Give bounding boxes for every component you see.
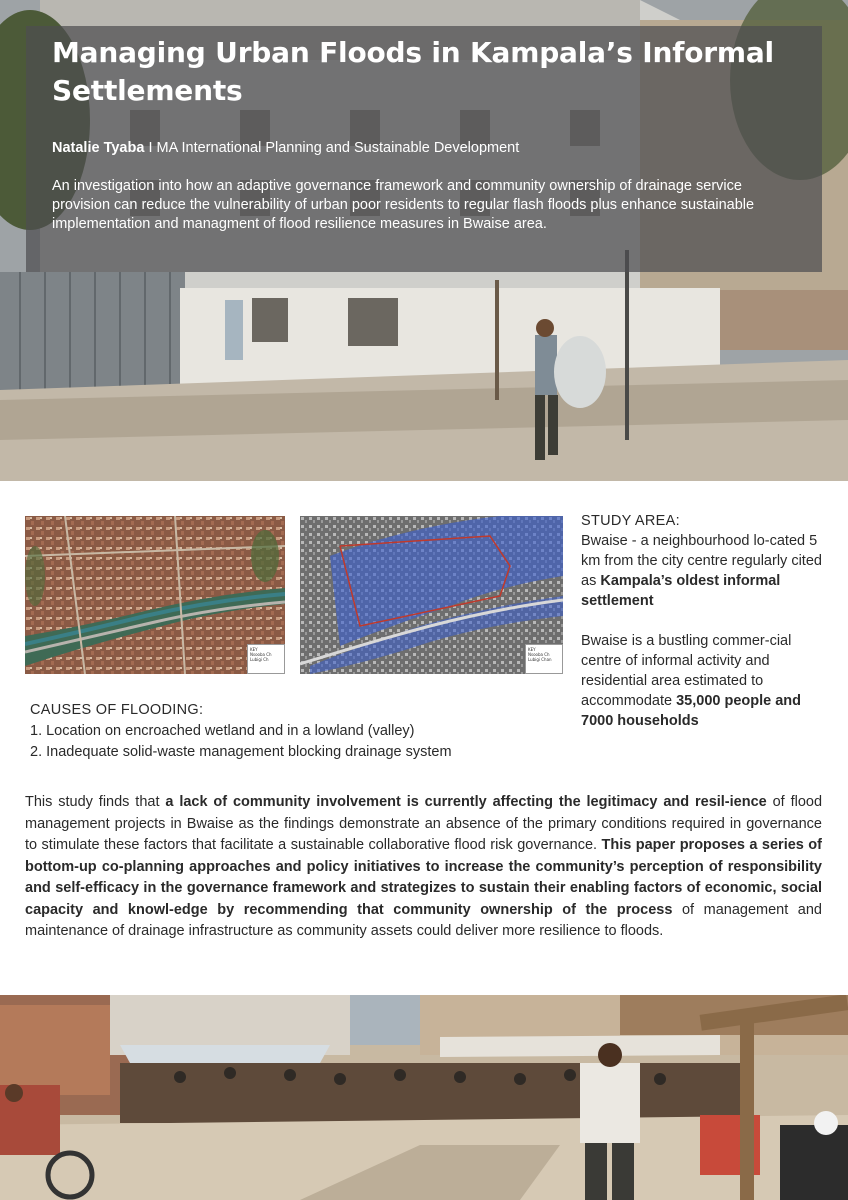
market-photo (0, 995, 848, 1200)
findings-text: of flood management projects in Bwaise as the findings demonstrate an absence of the primary conditions required in governance to stimulate these factors that facilitate a sustainable collaborative flood risk governance. (25, 794, 823, 853)
program-name: MA International Planning and Sustainable Development (156, 140, 520, 156)
study-area-paragraph-1 (581, 531, 831, 611)
market-scene-illustration (0, 995, 848, 1200)
findings-highlight: a lack of community involvement is currently affecting the legitimacy and resil-ience (165, 794, 767, 810)
hero-photo (0, 0, 848, 481)
findings-paragraph (25, 792, 822, 943)
cause-item: 2. Inadequate solid-waste management blocking drainage system (30, 744, 452, 760)
author-line (52, 140, 812, 156)
study-area-paragraph-2 (581, 631, 831, 731)
map-key (525, 644, 563, 674)
map-key (247, 644, 285, 674)
study-area-heading: STUDY AREA: (581, 513, 680, 529)
causes-heading: CAUSES OF FLOODING: (30, 702, 204, 718)
study-area-text: Bwaise is a bustling commer-cial centre of informal activity and residential area estimated to accommodate (581, 633, 792, 709)
flood-extent-map (300, 516, 563, 674)
satellite-map-image (25, 516, 285, 674)
satellite-map (25, 516, 285, 674)
causes-list (30, 721, 570, 763)
study-area-text: Bwaise - a neighbourhood lo-cated 5 km from the city centre regularly cited as (581, 533, 822, 589)
population-highlight: 35,000 people and 7000 households (581, 693, 802, 729)
causes-section (30, 700, 570, 763)
map-key-title: KEY (528, 647, 536, 652)
page-title: Managing Urban Floods in Kampala’s Informal Settlements (52, 36, 774, 107)
findings-highlight: This paper proposes a series of bottom-up co-planning approaches and policy initiatives to increase the community’s perception of responsibility and self-efficacy in the governance framework and strategizes to sustain their enabling factors of economic, social capacity and knowl-edge by recommending that community ownership of the process (25, 837, 822, 918)
map-key-item: Lubigi Chan (528, 657, 552, 662)
findings-text: This study finds that (25, 794, 166, 810)
intro-paragraph: An investigation into how an adaptive governance framework and community ownership of drainage service provision can reduce the vulnerability of urban poor residents to regular flash floods plus enhance sustainable implementation and managment of flood resilience measures in Bwaise area. (52, 178, 755, 232)
author-name: Natalie Tyaba (52, 140, 145, 156)
author-separator: I (144, 140, 157, 156)
flood-extent-map-image (300, 516, 563, 674)
map-key-title: KEY (250, 647, 258, 652)
study-area-highlight: Kampala’s oldest informal settlement (581, 573, 781, 609)
map-key-item: Nsooba Ch (528, 652, 550, 657)
map-key-item: Nsooba Ch (250, 652, 272, 657)
findings-text: of management and maintenance of drainage infrastructure as community assets could deliver more resilience to floods. (25, 901, 822, 939)
cause-item: 1. Location on encroached wetland and in a lowland (valley) (30, 723, 415, 739)
map-key-item: Lubigi Ch (250, 657, 269, 662)
study-area-section (581, 511, 831, 731)
